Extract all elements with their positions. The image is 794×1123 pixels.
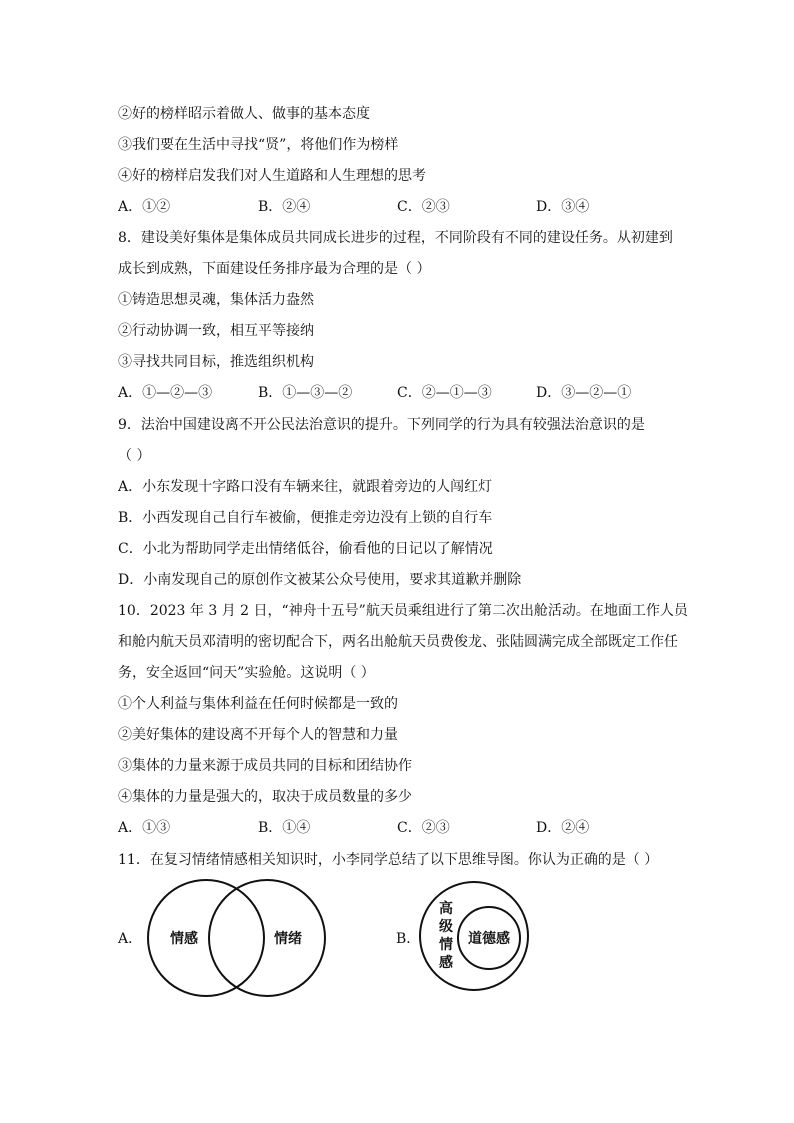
q8-option-c: C．②—①—③ [397, 385, 492, 401]
q8-option-a: A．①—②—③ [118, 385, 213, 401]
q10-item-1: ①个人利益与集体利益在任何时候都是一致的 [118, 696, 398, 712]
q8-option-b: B．①—③—② [258, 385, 353, 401]
diagram-a-left-label: 情感 [170, 931, 198, 947]
q10-option-a: A．①③ [118, 820, 171, 836]
diagram-b-outer-char-4: 感 [439, 955, 453, 971]
q9-stem-line-2: （ ） [118, 448, 151, 464]
q11-stem: 11．在复习情绪情感相关知识时，小李同学总结了以下思维导图。你认为正确的是（ ） [118, 852, 659, 868]
q8-stem-line-1: 8．建设美好集体是集体成员共同成长进步的过程，不同阶段有不同的建设任务。从初建到 [118, 230, 673, 246]
q8-option-d: D．③—②—① [536, 385, 632, 401]
q10-item-3: ③集体的力量来源于成员共同的目标和团结协作 [118, 758, 412, 774]
diagram-b-inner-label: 道德感 [468, 931, 510, 947]
q10-option-d: D．②④ [536, 820, 590, 836]
q10-item-2: ②美好集体的建设离不开每个人的智慧和力量 [118, 727, 398, 743]
diagram-b-outer-char-2: 级 [439, 919, 453, 935]
diagram-a-circle-left [148, 880, 264, 996]
q9-choice-b: B．小西发现自己自行车被偷，便推走旁边没有上锁的自行车 [118, 510, 493, 526]
q7-item-3: ③我们要在生活中寻找“贤”，将他们作为榜样 [118, 137, 399, 153]
q10-item-4: ④集体的力量是强大的，取决于成员数量的多少 [118, 789, 412, 805]
q8-item-2: ②行动协调一致，相互平等接纳 [118, 323, 314, 339]
q7-option-a: A．①② [118, 199, 171, 215]
q9-stem-line-1: 9．法治中国建设离不开公民法治意识的提升。下列同学的行为具有较强法治意识的是 [118, 417, 645, 433]
q8-item-1: ①铸造思想灵魂，集体活力盎然 [118, 292, 314, 308]
q9-choice-d: D．小南发现自己的原创作文被某公众号使用，要求其道歉并删除 [118, 572, 522, 588]
q10-stem-line-1: 10．2023 年 3 月 2 日，“神舟十五号”航天员乘组进行了第二次出舱活动。在地面工作人员 [118, 603, 688, 619]
diagram-b-outer-char-3: 情 [439, 937, 453, 953]
q7-option-d: D．③④ [536, 199, 590, 215]
q7-item-2: ②好的榜样昭示着做人、做事的基本态度 [118, 106, 370, 122]
diagram-b-outer-char-1: 高 [439, 901, 453, 917]
q7-item-4: ④好的榜样启发我们对人生道路和人生理想的思考 [118, 168, 426, 184]
diagram-b-letter: B． [396, 931, 421, 947]
q10-option-c: C．②③ [397, 820, 450, 836]
q9-choice-a: A．小东发现十字路口没有车辆来往，就跟着旁边的人闯红灯 [118, 479, 493, 495]
diagram-a-right-label: 情绪 [274, 931, 302, 947]
q8-item-3: ③寻找共同目标，推选组织机构 [118, 354, 314, 370]
q7-option-c: C．②③ [397, 199, 450, 215]
diagram-a-letter: A． [118, 931, 143, 947]
q7-option-b: B．②④ [258, 199, 311, 215]
q10-option-b: B．①④ [258, 820, 311, 836]
q10-stem-line-2: 和舱内航天员邓清明的密切配合下，两名出舱航天员费俊龙、张陆圆满完成全部既定工作任 [118, 634, 678, 650]
diagram-a-circle-right [209, 880, 325, 996]
q10-stem-line-3: 务，安全返回“问天”实验舱。这说明（ ） [118, 665, 375, 681]
q9-choice-c: C．小北为帮助同学走出情绪低谷，偷看他的日记以了解情况 [118, 541, 493, 557]
q8-stem-line-2: 成长到成熟，下面建设任务排序最为合理的是（ ） [118, 261, 431, 277]
